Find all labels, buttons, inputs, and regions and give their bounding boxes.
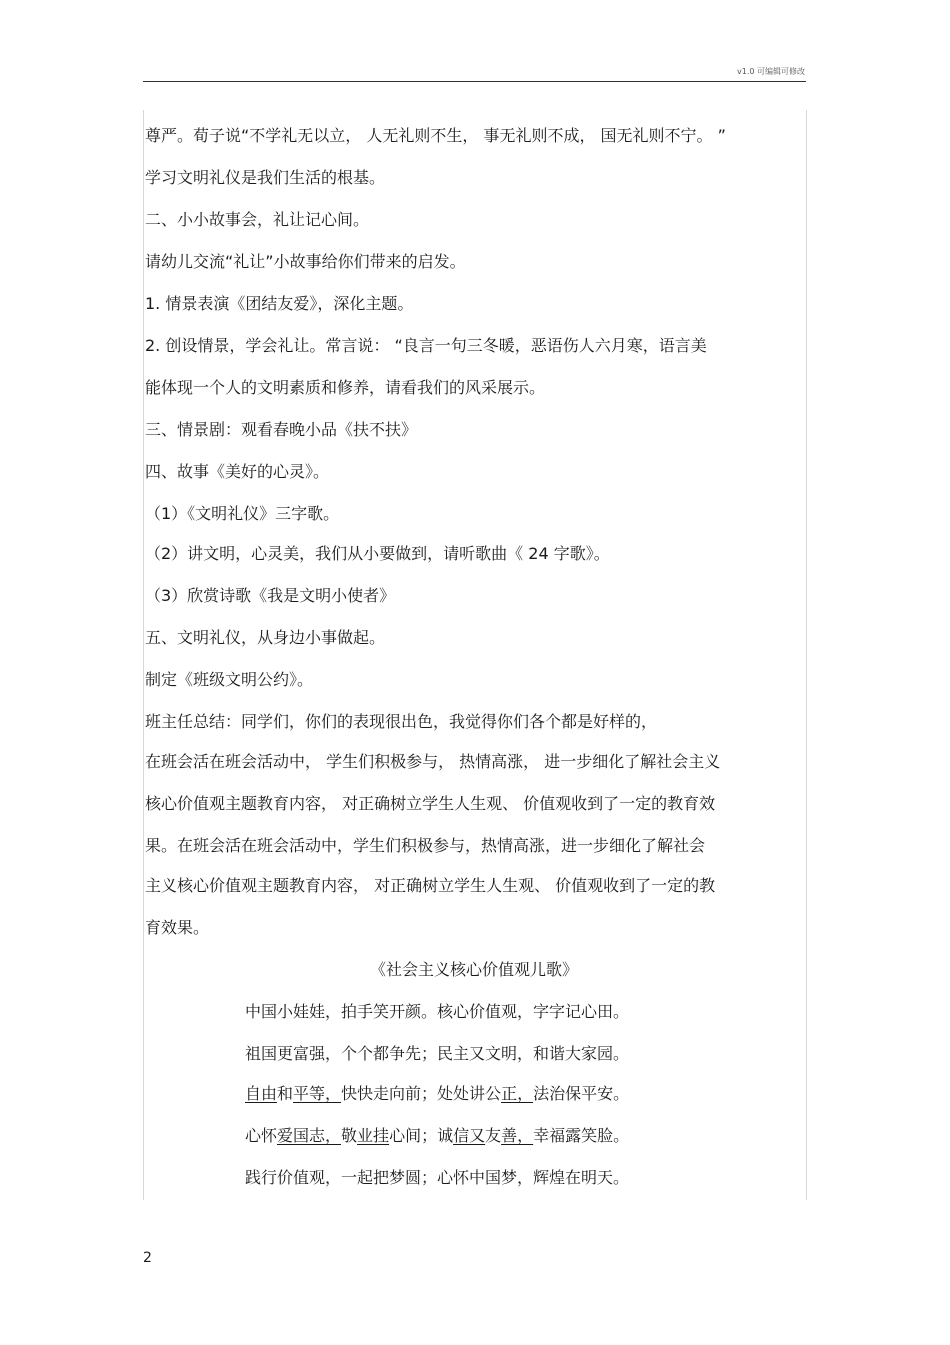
paragraph-line: 学习文明礼仪是我们生活的根基。 xyxy=(145,168,386,187)
paragraph-line: 核心价值观主题教育内容， 对正确树立学生人生观、 价值观收到了一定的教育效 xyxy=(145,794,716,813)
header-rule xyxy=(143,81,806,82)
paragraph-line: 主义核心价值观主题教育内容， 对正确树立学生人生观、 价值观收到了一定的教 xyxy=(145,876,716,895)
page-number: 2 xyxy=(143,1250,152,1266)
paragraph-line: 果。在班会活在班会活动中，学生们积极参与，热情高涨，进一步细化了解社会 xyxy=(145,836,706,855)
poem-line: 践行价值观，一起把梦圆；心怀中国梦，辉煌在明天。 xyxy=(245,1168,630,1187)
poem-text: 和 xyxy=(277,1084,294,1103)
poem-text: 幸福露笑脸。 xyxy=(533,1126,630,1145)
section-heading: 三、情景剧：观看春晚小品《扶不扶》 xyxy=(145,420,418,439)
poem-keyword: 爱国志， xyxy=(277,1126,342,1145)
paragraph-line: 制定《班级文明公约》。 xyxy=(145,670,314,689)
poem-keyword: 善， xyxy=(501,1126,534,1145)
section-heading: 五、文明礼仪，从身边小事做起。 xyxy=(145,628,386,647)
paragraph-line: 请幼儿交流“礼让”小故事给你们带来的启发。 xyxy=(145,252,466,271)
poem-line: 祖国更富强，个个都争先；民主又文明，和谐大家园。 xyxy=(245,1044,630,1063)
poem-text: 快快走向前；处处讲公 xyxy=(341,1084,502,1103)
list-item: （1）《文明礼仪》三字歌。 xyxy=(145,504,340,523)
poem-text: 友 xyxy=(485,1126,502,1145)
poem-keyword: 信又 xyxy=(453,1126,486,1145)
poem-text: 心间；诚 xyxy=(389,1126,454,1145)
poem-line: 中国小娃娃，拍手笑开颜。核心价值观，字字记心田。 xyxy=(245,1002,630,1021)
poem-keyword: 正， xyxy=(501,1084,534,1103)
poem-text: 心怀 xyxy=(245,1126,278,1145)
poem-keyword: 业挂 xyxy=(357,1126,390,1145)
list-item: （2）讲文明，心灵美，我们从小要做到，请听歌曲《 24 字歌》。 xyxy=(145,544,610,563)
header-version-text: v1.0 可编辑可修改 xyxy=(737,67,805,76)
paragraph-line: 尊严。荀子说“不学礼无以立， 人无礼则不生， 事无礼则不成， 国无礼则不宁。 ” xyxy=(145,126,726,145)
poem-keyword: 平等， xyxy=(293,1084,342,1103)
poem-keyword: 自由 xyxy=(245,1084,278,1103)
list-item: 2. 创设情景，学会礼让。常言说： “良言一句三冬暖，恶语伤人六月寒，语言美 xyxy=(145,336,707,355)
content-frame xyxy=(143,110,807,1200)
paragraph-line: 班主任总结：同学们，你们的表现很出色，我觉得你们各个都是好样的， xyxy=(145,712,658,731)
section-heading: 二、小小故事会，礼让记心间。 xyxy=(145,210,370,229)
paragraph-line: 育效果。 xyxy=(145,918,210,937)
poem-text: 法治保平安。 xyxy=(533,1084,630,1103)
poem-line xyxy=(245,1126,629,1146)
list-item: （3）欣赏诗歌《我是文明小使者》 xyxy=(145,586,396,605)
list-item: 1. 情景表演《团结友爱》，深化主题。 xyxy=(145,294,414,313)
poem-line xyxy=(245,1084,629,1104)
paragraph-line: 在班会活在班会活动中， 学生们积极参与， 热情高涨， 进一步细化了解社会主义 xyxy=(145,752,721,771)
poem-title: 《社会主义核心价值观儿歌》 xyxy=(369,960,578,979)
paragraph-line: 能体现一个人的文明素质和修养，请看我们的风采展示。 xyxy=(145,378,546,397)
section-heading: 四、故事《美好的心灵》。 xyxy=(145,462,330,481)
poem-text: 敬 xyxy=(341,1126,358,1145)
